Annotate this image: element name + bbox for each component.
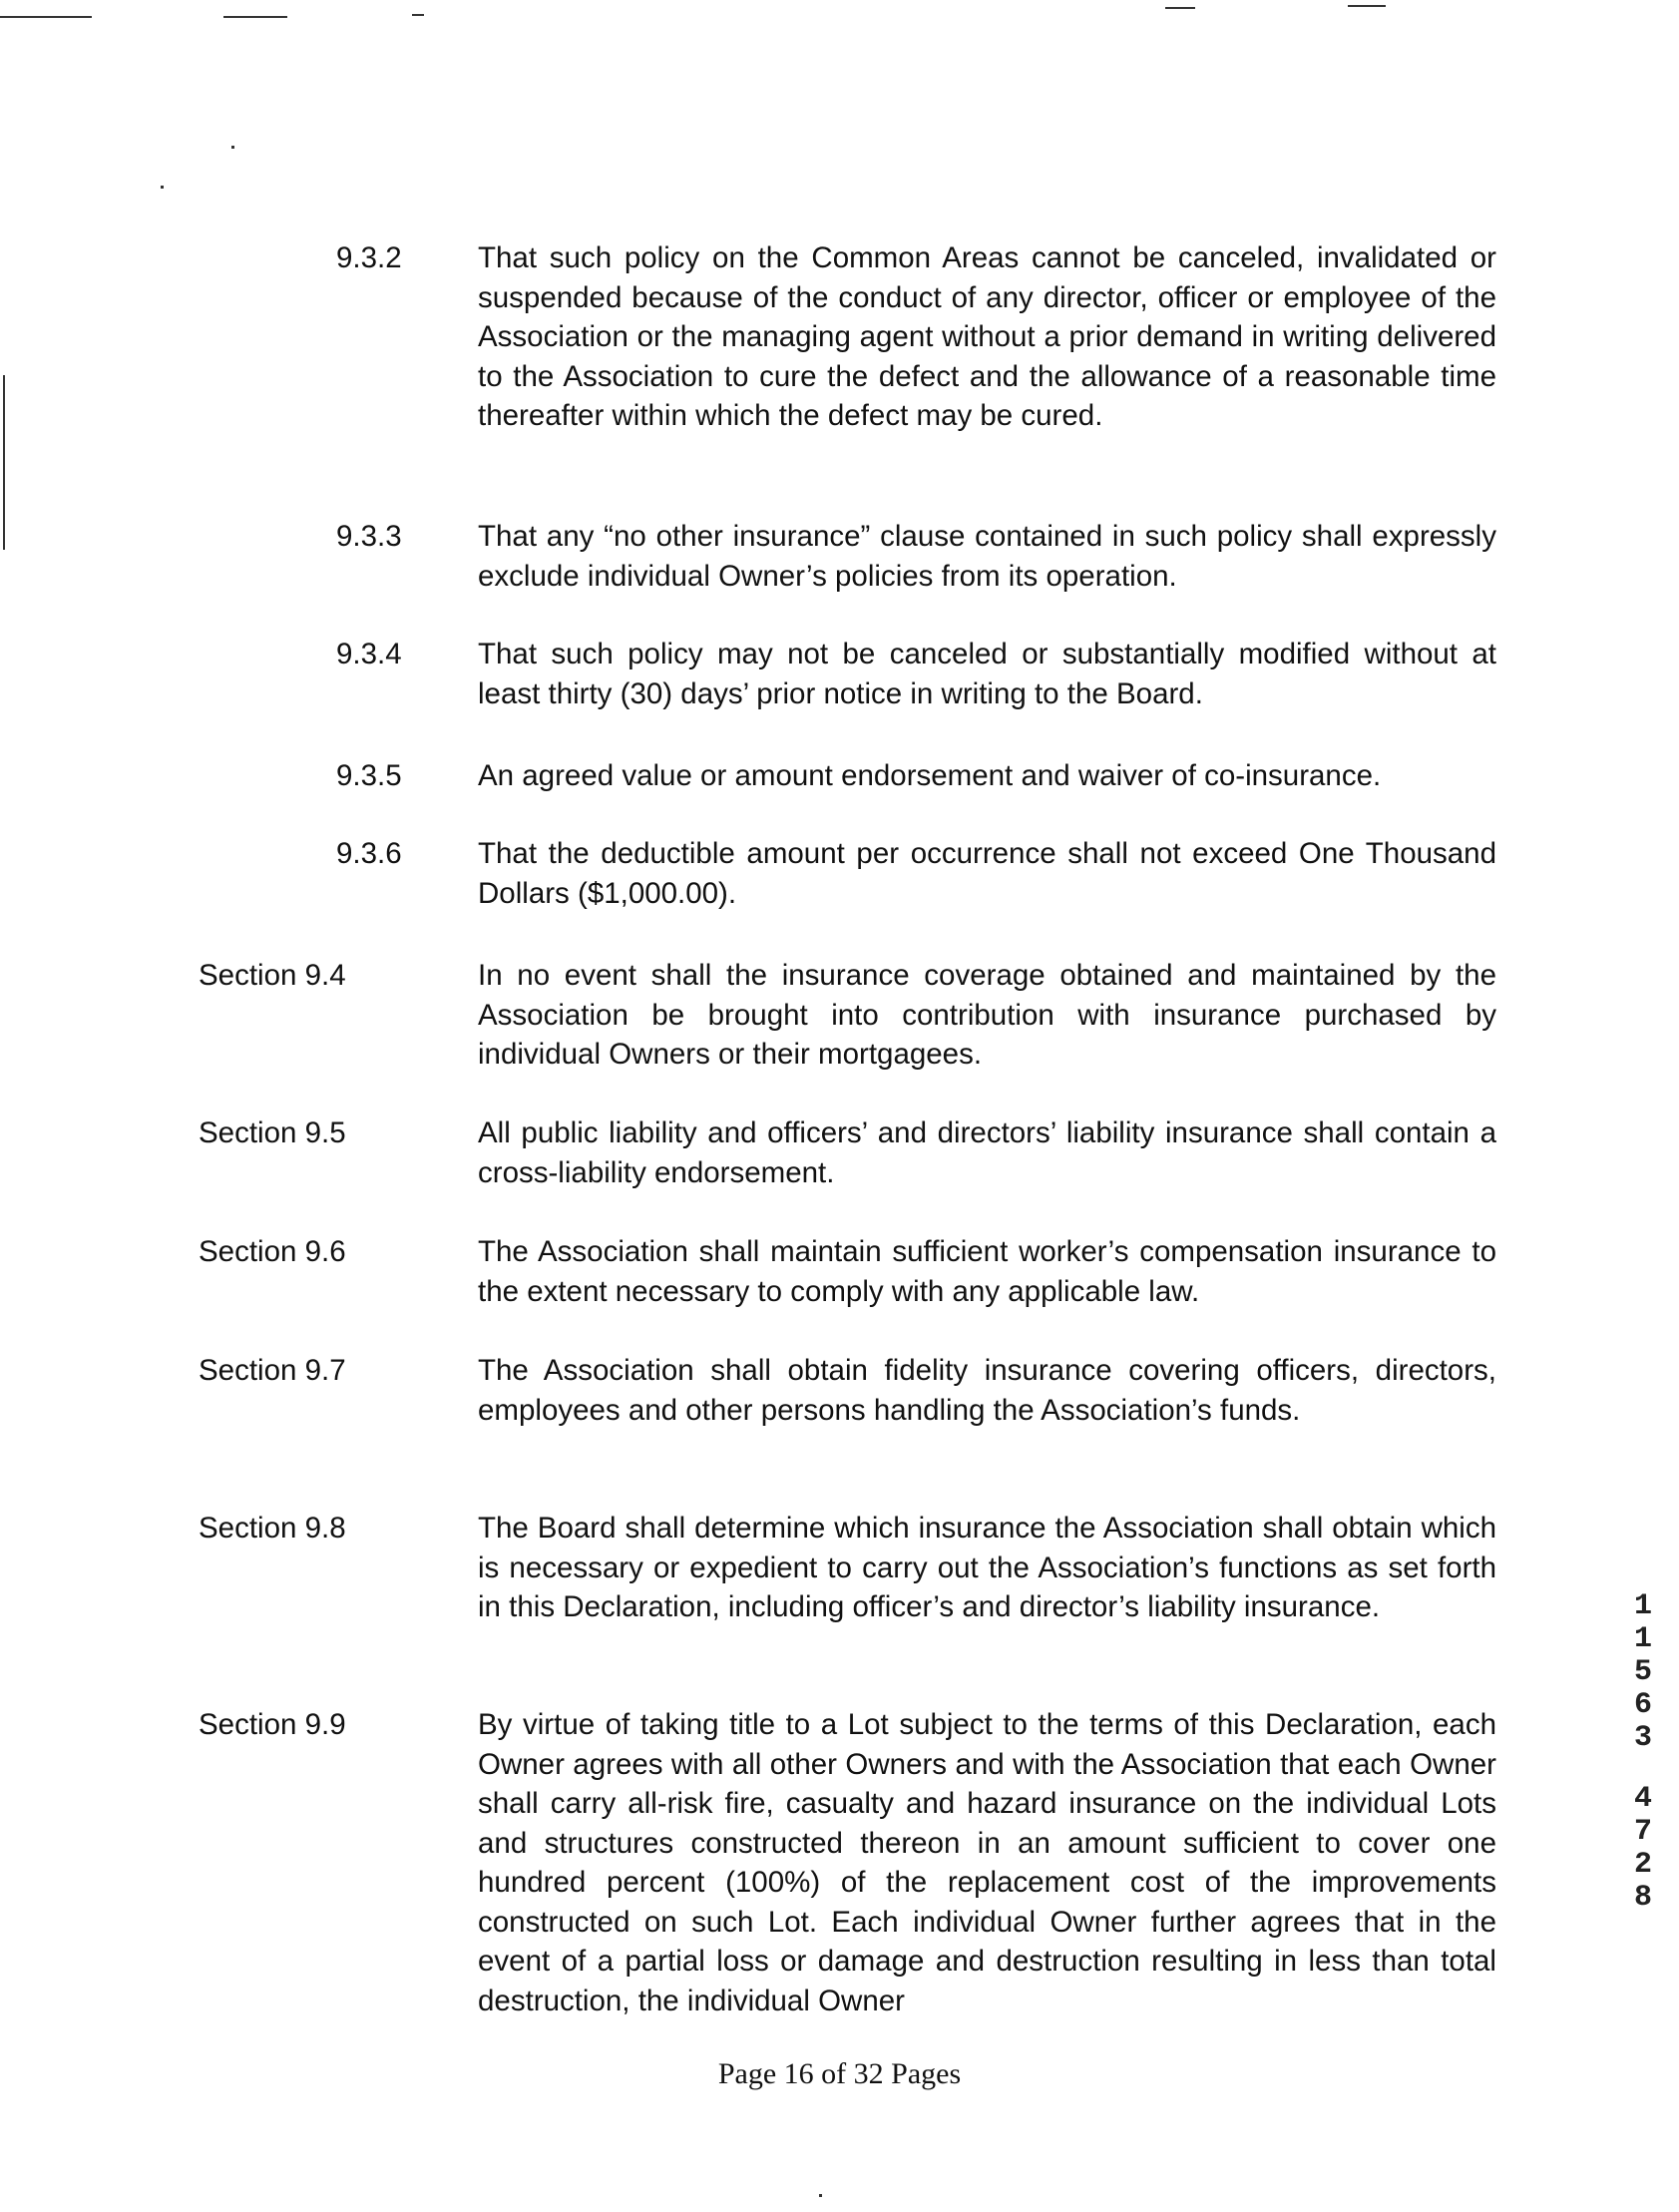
clause-text: That such policy may not be canceled or substantially modified without at least thirty (30) days’ prior notice in writing to the Board. [478, 638, 1496, 710]
section-text: The Association shall maintain sufficient worker’s compensation insurance to the extent necessary to comply with any applicable law. [478, 1235, 1496, 1308]
scan-mark-top-5 [1348, 5, 1386, 7]
clause-text: That the deductible amount per occurrence shall not exceed One Thousand Dollars ($1,000.00). [478, 837, 1496, 910]
clause-text: An agreed value or amount endorsement and waiver of co-insurance. [478, 759, 1382, 792]
section-label: Section 9.4 [199, 959, 346, 992]
section-text: In no event shall the insurance coverage obtained and maintained by the Association be brought into contribution with insurance purchased by individual Owners or their mortgagees. [478, 959, 1496, 1071]
recording-gap [1629, 1755, 1657, 1783]
section-label: Section 9.9 [199, 1708, 346, 1741]
section-text: All public liability and officers’ and directors’ liability insurance shall contain a cross-liability endorsement. [478, 1116, 1496, 1189]
clause-text: That any “no other insurance” clause contained in such policy shall expressly exclude individual Owner’s policies from its operation. [478, 520, 1496, 593]
section-label: Section 9.7 [199, 1354, 346, 1387]
clause-number: 9.3.4 [336, 638, 402, 670]
recording-digit: 8 [1633, 1881, 1652, 1915]
section-text: The Association shall obtain fidelity insurance covering officers, directors, employees and other persons handling the Association’s funds. [478, 1354, 1496, 1427]
section-text: The Board shall determine which insurance the Association shall obtain which is necessary or expedient to carry out the Association’s functions as set forth in this Declaration, including officer’s and director’s liability insurance. [478, 1512, 1496, 1623]
recording-digit: 1 [1633, 1622, 1652, 1656]
section-label: Section 9.5 [199, 1116, 346, 1149]
scan-mark-top-4 [1165, 7, 1195, 9]
recording-digit: 6 [1633, 1688, 1652, 1722]
scan-mark-top-3 [412, 14, 424, 16]
recording-digit: 2 [1633, 1848, 1652, 1882]
scan-mark-top-2 [223, 16, 287, 18]
recording-digit: 1 [1633, 1589, 1652, 1623]
scan-mark-left-edge [3, 375, 5, 550]
section-label: Section 9.6 [199, 1235, 346, 1268]
clause-number: 9.3.3 [336, 520, 402, 553]
section-label: Section 9.8 [199, 1512, 346, 1545]
recording-digit: 4 [1633, 1782, 1652, 1816]
scan-mark-top-1 [0, 16, 92, 18]
section-text: By virtue of taking title to a Lot subject to the terms of this Declaration, each Owner agrees with all other Owners and with the Association that each Owner shall carry all-risk fire, casualty and hazard insurance on the individual Lots and structures constructed thereon in an amount sufficient to cover one hundred percent (100%) of the replacement cost of the improvements constructed on such Lot. Each individual Owner further agrees that in the event of a partial loss or damage and destruction resulting in less than total destruction, the individual Owner [478, 1708, 1496, 2017]
clause-number: 9.3.2 [336, 241, 402, 274]
scan-mark-bottom-dot [819, 2194, 822, 2197]
clause-number: 9.3.6 [336, 837, 402, 870]
clause-number: 9.3.5 [336, 759, 402, 792]
recording-digit: 7 [1633, 1815, 1652, 1849]
recording-digit: 3 [1633, 1721, 1652, 1755]
page-footer: Page 16 of 32 Pages [717, 2057, 962, 2090]
scan-mark-dot-2 [161, 186, 164, 189]
recording-digit: 5 [1633, 1655, 1652, 1689]
recording-number-stamp [1629, 1590, 1657, 1915]
clause-text: That such policy on the Common Areas cannot be canceled, invalidated or suspended because of the conduct of any director, officer or employee of the Association or the managing agent without a prior demand in writing delivered to the Association to cure the defect and the allowance of a reasonable time thereafter within which the defect may be cured. [478, 241, 1496, 432]
scan-mark-dot-1 [231, 146, 234, 149]
